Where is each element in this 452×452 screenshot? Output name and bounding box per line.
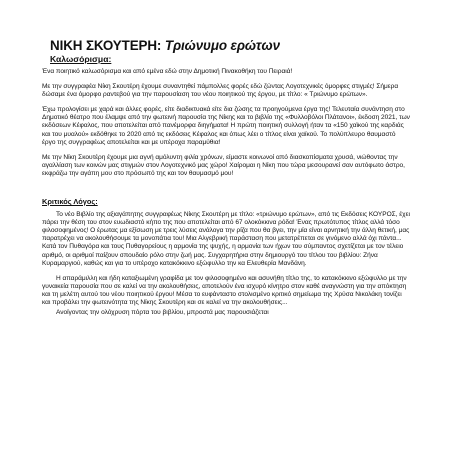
paragraph: Με την Νίκη Σκουτέρη έχουμε μια αγνή αμόλυντη φιλία χρόνων, είμαστε κοινωνοί από διασκοπίσματα χρυσά, νιώθοντας την αγαλλίαση των κοινών μας στιγμών στον Λογοτεχνικό μας χώρο! Χαίρομαι η Νίκη που τώρα μεσουρανεί σαν αυτόφωτο άστρο, εκφράζω την αγάπη μου στο πρόσωπό της και τον θαυμασμό μου! xyxy=(42,153,405,177)
section-spacer xyxy=(42,185,410,197)
paragraph: Η απαράμιλλη και ήδη καταξιωμένη γραφίδα με τον φιλοσοφημένο και ασυνήθη τίτλο της, το κατακόκκινο εξώφυλλο με την γυναικεία παρουσία που σε καλεί να την ακολουθήσεις, αποτελούν ένα ισχυρό κίνητρο στον καθέ αναγνώστη για την απόκτηση και τη μελέτη αυτού του νέου ποιητικού έργου! Μέσα το ευφάνταστο στολισμένο κριτικό σημείωμα της Χρύσα Νικολάκη τονίζει και προβάλει την φωτεινότητα της Νίκης Σκουτέρη και σε καλεί να την ακολουθήσεις... xyxy=(42,274,407,306)
critique-heading: Κριτικός Λόγος: xyxy=(42,197,98,207)
paragraph: Το νέο Βιβλίο της αξιαγάπητης συγγραφέως Νίκης Σκουτέρη με τίτλο: «τριώνυμο ερώτων», από τις Εκδόσεις ΚΟΥΡΟΣ, έχει πάρει την θέση του στον ευωδιαστό κήπο της που αποτελείται από 67 ολοκόκκινα ρόδα! Ένας πρωτότυπος τίτλος αλλά τόσο φιλοσοφημένος! Ο έρωτας μα εξίσωση με τρεις λύσεις ανάλογα την ρίζα που θα βγει, την μία είναι αρνητική την άλλη θετική, μας παρατρέχει να ακολουθήσουμε τα μονοπάτια του! Μια Αλγεβρική παράσταση που μετατρέπεται σε γινόμενο αλλά όχι πάντα... Κατά τον Πυθαγόρα και τους Πυθαγορείους η αρμονία της ψυχής, η αρμονία των ήχων του σύμπαντος σχετίζεται με τον τέλειο αριθμό, οι αριθμοί παίζουν σπουδαίο ρόλο στην ζωή μας. Συγχαρητήρια στην δημιουργό του τίτλου του βιβλίου: Ζήνα Κυραμαργιού, καθώς και για το υπέροχο κατακόκκινο εξώφυλλο την κα Ελευθερία Μανδάνη. xyxy=(42,211,410,267)
title-author: ΝΙΚΗ ΣΚΟΥΤΕΡΗ: xyxy=(50,38,165,53)
paragraph: Έχω προλογίσει με χαρά και άλλες φορές, είτε διαδικτυακά είτε δια ζώσης τα προηγούμενα έργα της! Τελευταία συνάντηση στο Δημοτικό θέατρο που έλαμψε από την φωτεινή παρουσία της Νίκης και το βιβλίο της «Φυλλοβόλοι Πλάτανοι», έκδοση 2021, των εκδόσεων Κέφαλος, που αποτελείται από πανέμορφα διηγήματα! Η πρώτη ποιητική συλλογή ήταν τα «150 χαϊκού της καρδιάς και του μυαλού» εκδόθηκε το 2020 από τις εκδόσεις Κέφαλος και όπως λέει ο τίτλος είναι χαϊκού. Το πολύπλευρο θαυμαστό έργο της συγγραφέως αποτελείται και με υπέροχα παραμύθια! xyxy=(42,106,410,146)
document-title xyxy=(50,38,410,53)
paragraph: Ανοίγοντας την ολόχρυση πόρτα του βιβλίου, μπροστά μας παρουσιάζεται xyxy=(56,309,269,317)
welcome-heading: Καλωσόρισμα: xyxy=(50,54,112,64)
title-book: Τριώνυμο ερώτων xyxy=(164,38,280,53)
paragraph: Με την συγγραφέα Νίκη Σκουτέρη έχουμε συναντηθεί πάμπολλες φορές εδώ ζώντας Λογοτεχνικές όμορφες στιγμές! Σήμερα δώσαμε ένα όμορφο ραντεβού για την παρουσίαση του νέου ποιητικού της έργου, με τίτλο: « Τριώνυμο ερώτων». xyxy=(42,83,399,99)
paragraph: Ένα ποιητικό καλωσόρισμα και από εμένα εδώ στην Δημοτική Πινακοθήκη του Πειραιά! xyxy=(42,68,293,75)
